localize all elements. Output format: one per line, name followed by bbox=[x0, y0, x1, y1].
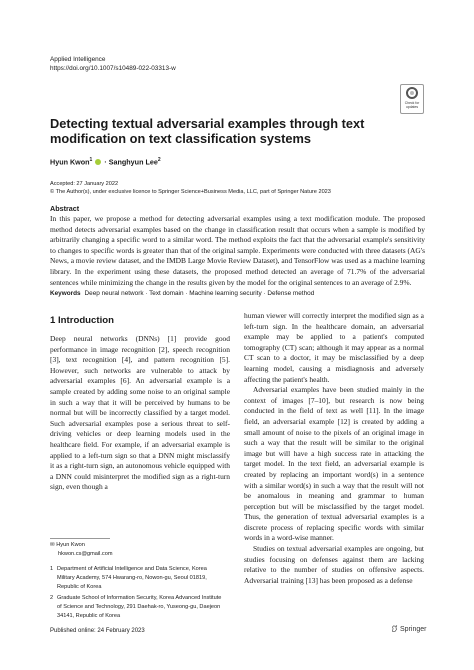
contact-email[interactable]: hkwon.cs@gmail.com bbox=[58, 550, 113, 557]
keywords bbox=[50, 290, 430, 297]
footnote-text: Department of Artificial Intelligence and Data Science, Korea Military Academy, 574 Hwarang-ro, Nowon-gu, Seoul 01819, Republic of Korea bbox=[57, 566, 207, 590]
affiliation-footnote bbox=[50, 594, 225, 620]
keywords-list: Deep neural network · Text domain · Machine learning security · Defense method bbox=[84, 290, 315, 297]
author-name: Hyun Kwon bbox=[50, 157, 90, 167]
paragraph: Adversarial examples have been studied mainly in the context of images [7–10], but research is now being conducted in the field of text as well [11]. In the image field, an adversarial example [12] is created by adding a small amount of noise to the pixels of an original image in such a way that the result will be similar to the original image but will have a high success rate in attacking the target model. In the text field, an adversarial example is created by replacing an important word(s) in a sentence with a similar word(s) in such a way that the result will not be anomalous in meaning and grammar to human perception but will be misclassified by the target model. Thus, the generation of textual adversarial examples is a discrete process of replacing specific words with similar words in a word-wise manner. bbox=[244, 385, 424, 543]
abstract-heading: Abstract bbox=[50, 204, 80, 213]
affiliation-marker: 1 bbox=[89, 157, 93, 163]
author-separator: · bbox=[104, 157, 107, 167]
journal-name: Applied Intelligence bbox=[50, 56, 106, 63]
body-column-right bbox=[244, 311, 424, 586]
body-column-left bbox=[50, 334, 230, 493]
badge-label: Check for updates bbox=[404, 101, 420, 109]
published-online-date: Published online: 24 February 2023 bbox=[50, 628, 145, 634]
paragraph: human viewer will correctly interpret the modified sign as a left-turn sign. In the healthcare domain, an adversarial example may be applied to a patient's computed tomography (CT) scan; although it may appear as a normal CT scan to a doctor, it may be misclassified by a deep learning model, causing a misdiagnosis and adversely affecting the patient's health. bbox=[244, 311, 424, 384]
abstract-text: In this paper, we propose a method for detecting adversarial examples using a text modification module. The proposed method detects adversarial examples based on the change in classification result that occurs when a sample is modified by arbitrarily changing a specific word to a similar word. The method exploits the fact that the adversarial example's sensitivity to changes to specific words is greater than that of the original sample. Experiments were conducted with three datasets (AG's News, a movie review dataset, and the IMDB Large Movie Review Dataset), and TensorFlow was used as a machine learning library. In the experiment using these datasets, the proposed method detected an average of 71.7% of the adversarial sentences while minimizing the change in the results given by the model for the original sentences to an average of 2.9%. bbox=[50, 214, 425, 287]
paragraph: Studies on textual adversarial examples are ongoing, but studies focusing on defenses against them are lacking relative to the number of studies on offensive aspects. Adversarial training [13] has been proposed as a defense bbox=[244, 544, 424, 585]
article-dates bbox=[50, 180, 331, 196]
publisher-name: Springer bbox=[400, 626, 427, 633]
footnote-marker: 2 bbox=[50, 595, 54, 601]
corresponding-author bbox=[50, 541, 113, 559]
doi-link[interactable]: https://doi.org/10.1007/s10489-022-03313-w bbox=[50, 64, 176, 72]
copyright-line: © The Author(s), under exclusive licence to Springer Science+Business Media, LLC, part of Springer Nature 2023 bbox=[50, 189, 331, 195]
publisher-logo bbox=[391, 625, 426, 633]
footnote-divider bbox=[50, 538, 110, 539]
journal-header bbox=[50, 56, 176, 73]
orcid-icon[interactable] bbox=[95, 159, 101, 165]
affiliation-footnote bbox=[50, 565, 225, 591]
paragraph: Deep neural networks (DNNs) [1] provide good performance in image recognition [2], speech recognition [3], text recognition [4], and pattern recognition [5]. However, such networks are vulnerable to attack by adversarial examples [6]. An adversarial example is a sample created by adding some noise to an original sample in such a way that it will be perceived by humans to be normal but will be incorrectly classified by a target model. Such adversarial examples pose a serious threat to self-driving vehicles or deep learning models used in the healthcare field. For example, if an adversarial example is applied to a left-turn sign so that a DNN might misclassify it as a right-turn sign, an autonomous vehicle equipped with a DNN could misinterpret the modified sign as a right-turn sign, even though a bbox=[50, 334, 230, 492]
footnote-marker: 1 bbox=[50, 566, 54, 572]
footnote-text: Graduate School of Information Security, Korea Advanced Institute of Science and Technology, 291 Daehak-ro, Yuseong-gu, Daejeon 34141, Republic of Korea bbox=[57, 595, 222, 619]
affiliation-marker: 2 bbox=[157, 157, 161, 163]
contact-name: ✉ Hyun Kwon bbox=[50, 542, 85, 548]
check-for-updates-icon bbox=[406, 87, 418, 99]
author-name: Sanghyun Lee bbox=[108, 157, 158, 167]
check-for-updates-badge[interactable] bbox=[400, 84, 424, 114]
accepted-date: Accepted: 27 January 2022 bbox=[50, 181, 119, 187]
springer-horse-icon bbox=[391, 625, 398, 632]
keywords-label: Keywords bbox=[50, 290, 81, 297]
paper-title: Detecting textual adversarial examples through text modification on text classification systems bbox=[50, 116, 365, 147]
section-heading: 1 Introduction bbox=[50, 315, 114, 326]
author-list bbox=[50, 157, 161, 166]
